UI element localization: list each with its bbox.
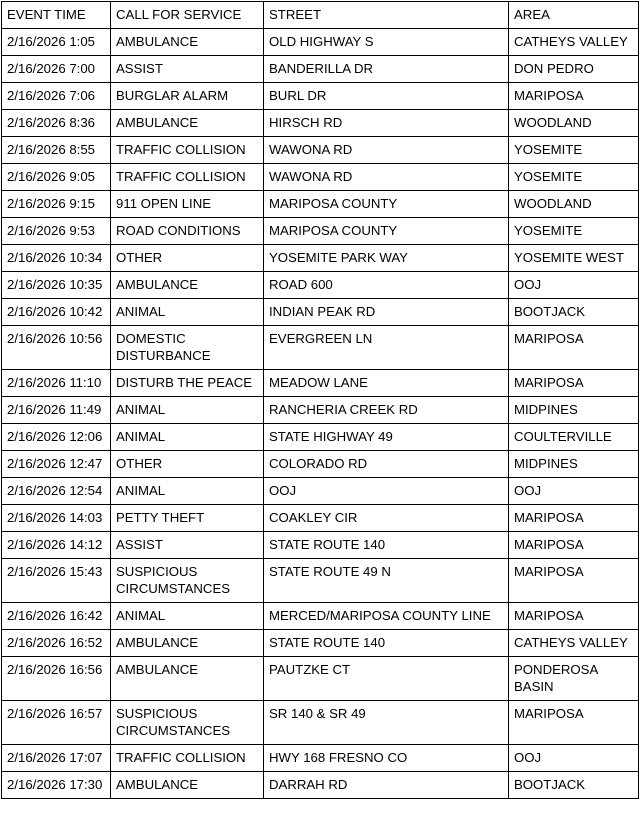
cell-street: YOSEMITE PARK WAY: [264, 245, 509, 272]
cell-area: COULTERVILLE: [509, 424, 639, 451]
cell-street: BANDERILLA DR: [264, 56, 509, 83]
table-row: [2, 559, 639, 603]
table-row: [2, 701, 639, 745]
cell-street: STATE HIGHWAY 49: [264, 424, 509, 451]
cell-street: STATE ROUTE 140: [264, 532, 509, 559]
cell-area: YOSEMITE: [509, 164, 639, 191]
cell-event-time: 2/16/2026 8:36: [2, 110, 111, 137]
cell-call-for-service: SUSPICIOUS CIRCUMSTANCES: [111, 559, 264, 603]
header-call-for-service: CALL FOR SERVICE: [111, 2, 264, 29]
cell-event-time: 2/16/2026 14:12: [2, 532, 111, 559]
cell-area: OOJ: [509, 272, 639, 299]
cell-event-time: 2/16/2026 16:56: [2, 657, 111, 701]
cell-event-time: 2/16/2026 15:43: [2, 559, 111, 603]
cell-area: YOSEMITE: [509, 137, 639, 164]
cell-event-time: 2/16/2026 12:06: [2, 424, 111, 451]
header-street: STREET: [264, 2, 509, 29]
cell-event-time: 2/16/2026 10:34: [2, 245, 111, 272]
table-row: [2, 299, 639, 326]
cell-area: MARIPOSA: [509, 83, 639, 110]
cell-area: WOODLAND: [509, 191, 639, 218]
table-header-row: [2, 2, 639, 29]
table-row: [2, 83, 639, 110]
table-row: [2, 164, 639, 191]
table-row: [2, 29, 639, 56]
cell-event-time: 2/16/2026 16:57: [2, 701, 111, 745]
cell-street: PAUTZKE CT: [264, 657, 509, 701]
cell-area: PONDEROSA BASIN: [509, 657, 639, 701]
cell-event-time: 2/16/2026 1:05: [2, 29, 111, 56]
table-row: [2, 397, 639, 424]
table-row: [2, 451, 639, 478]
cell-call-for-service: AMBULANCE: [111, 110, 264, 137]
cell-event-time: 2/16/2026 7:00: [2, 56, 111, 83]
cell-event-time: 2/16/2026 8:55: [2, 137, 111, 164]
table-row: [2, 657, 639, 701]
cell-call-for-service: ASSIST: [111, 532, 264, 559]
cell-call-for-service: BURGLAR ALARM: [111, 83, 264, 110]
table-row: [2, 326, 639, 370]
cell-call-for-service: AMBULANCE: [111, 630, 264, 657]
cell-call-for-service: TRAFFIC COLLISION: [111, 745, 264, 772]
cell-area: MARIPOSA: [509, 532, 639, 559]
table-row: [2, 56, 639, 83]
table-row: [2, 772, 639, 799]
cell-event-time: 2/16/2026 17:30: [2, 772, 111, 799]
cell-call-for-service: AMBULANCE: [111, 772, 264, 799]
call-log-container: [1, 1, 639, 799]
cell-event-time: 2/16/2026 16:42: [2, 603, 111, 630]
table-row: [2, 630, 639, 657]
cell-street: SR 140 & SR 49: [264, 701, 509, 745]
cell-call-for-service: ANIMAL: [111, 397, 264, 424]
cell-street: WAWONA RD: [264, 164, 509, 191]
cell-call-for-service: SUSPICIOUS CIRCUMSTANCES: [111, 701, 264, 745]
header-event-time: EVENT TIME: [2, 2, 111, 29]
cell-area: MARIPOSA: [509, 701, 639, 745]
cell-area: MARIPOSA: [509, 603, 639, 630]
cell-event-time: 2/16/2026 11:49: [2, 397, 111, 424]
table-row: [2, 218, 639, 245]
cell-area: CATHEYS VALLEY: [509, 630, 639, 657]
cell-street: OLD HIGHWAY S: [264, 29, 509, 56]
table-row: [2, 603, 639, 630]
cell-call-for-service: TRAFFIC COLLISION: [111, 164, 264, 191]
cell-street: STATE ROUTE 49 N: [264, 559, 509, 603]
table-row: [2, 137, 639, 164]
table-row: [2, 272, 639, 299]
cell-street: RANCHERIA CREEK RD: [264, 397, 509, 424]
cell-street: EVERGREEN LN: [264, 326, 509, 370]
table-row: [2, 478, 639, 505]
call-log-table: [1, 1, 639, 799]
cell-event-time: 2/16/2026 9:05: [2, 164, 111, 191]
cell-street: MARIPOSA COUNTY: [264, 218, 509, 245]
cell-call-for-service: 911 OPEN LINE: [111, 191, 264, 218]
cell-street: HIRSCH RD: [264, 110, 509, 137]
cell-area: MARIPOSA: [509, 505, 639, 532]
cell-event-time: 2/16/2026 16:52: [2, 630, 111, 657]
cell-event-time: 2/16/2026 10:42: [2, 299, 111, 326]
table-row: [2, 245, 639, 272]
cell-area: OOJ: [509, 745, 639, 772]
cell-area: BOOTJACK: [509, 772, 639, 799]
cell-call-for-service: ANIMAL: [111, 603, 264, 630]
cell-area: CATHEYS VALLEY: [509, 29, 639, 56]
cell-street: MERCED/MARIPOSA COUNTY LINE: [264, 603, 509, 630]
table-row: [2, 370, 639, 397]
cell-street: MEADOW LANE: [264, 370, 509, 397]
cell-street: MARIPOSA COUNTY: [264, 191, 509, 218]
cell-call-for-service: PETTY THEFT: [111, 505, 264, 532]
cell-call-for-service: DOMESTIC DISTURBANCE: [111, 326, 264, 370]
cell-call-for-service: ASSIST: [111, 56, 264, 83]
cell-street: COLORADO RD: [264, 451, 509, 478]
cell-street: STATE ROUTE 140: [264, 630, 509, 657]
cell-area: OOJ: [509, 478, 639, 505]
cell-call-for-service: ANIMAL: [111, 299, 264, 326]
cell-call-for-service: OTHER: [111, 245, 264, 272]
cell-area: BOOTJACK: [509, 299, 639, 326]
cell-area: YOSEMITE WEST: [509, 245, 639, 272]
cell-area: WOODLAND: [509, 110, 639, 137]
table-row: [2, 191, 639, 218]
cell-area: MIDPINES: [509, 451, 639, 478]
cell-call-for-service: ROAD CONDITIONS: [111, 218, 264, 245]
cell-area: MARIPOSA: [509, 326, 639, 370]
cell-area: DON PEDRO: [509, 56, 639, 83]
cell-street: OOJ: [264, 478, 509, 505]
cell-call-for-service: TRAFFIC COLLISION: [111, 137, 264, 164]
cell-street: COAKLEY CIR: [264, 505, 509, 532]
table-row: [2, 505, 639, 532]
cell-event-time: 2/16/2026 17:07: [2, 745, 111, 772]
cell-area: MIDPINES: [509, 397, 639, 424]
cell-street: DARRAH RD: [264, 772, 509, 799]
table-body: [2, 29, 639, 799]
cell-street: INDIAN PEAK RD: [264, 299, 509, 326]
cell-call-for-service: ANIMAL: [111, 478, 264, 505]
cell-event-time: 2/16/2026 12:47: [2, 451, 111, 478]
cell-call-for-service: AMBULANCE: [111, 272, 264, 299]
cell-event-time: 2/16/2026 9:15: [2, 191, 111, 218]
cell-area: MARIPOSA: [509, 559, 639, 603]
cell-call-for-service: AMBULANCE: [111, 29, 264, 56]
cell-area: YOSEMITE: [509, 218, 639, 245]
cell-event-time: 2/16/2026 7:06: [2, 83, 111, 110]
cell-event-time: 2/16/2026 10:35: [2, 272, 111, 299]
cell-event-time: 2/16/2026 10:56: [2, 326, 111, 370]
header-area: AREA: [509, 2, 639, 29]
cell-area: MARIPOSA: [509, 370, 639, 397]
table-row: [2, 745, 639, 772]
cell-event-time: 2/16/2026 14:03: [2, 505, 111, 532]
cell-street: ROAD 600: [264, 272, 509, 299]
cell-event-time: 2/16/2026 11:10: [2, 370, 111, 397]
cell-call-for-service: DISTURB THE PEACE: [111, 370, 264, 397]
cell-street: HWY 168 FRESNO CO: [264, 745, 509, 772]
table-row: [2, 532, 639, 559]
cell-street: WAWONA RD: [264, 137, 509, 164]
cell-call-for-service: AMBULANCE: [111, 657, 264, 701]
cell-event-time: 2/16/2026 9:53: [2, 218, 111, 245]
cell-street: BURL DR: [264, 83, 509, 110]
table-row: [2, 424, 639, 451]
cell-event-time: 2/16/2026 12:54: [2, 478, 111, 505]
cell-call-for-service: ANIMAL: [111, 424, 264, 451]
cell-call-for-service: OTHER: [111, 451, 264, 478]
table-row: [2, 110, 639, 137]
